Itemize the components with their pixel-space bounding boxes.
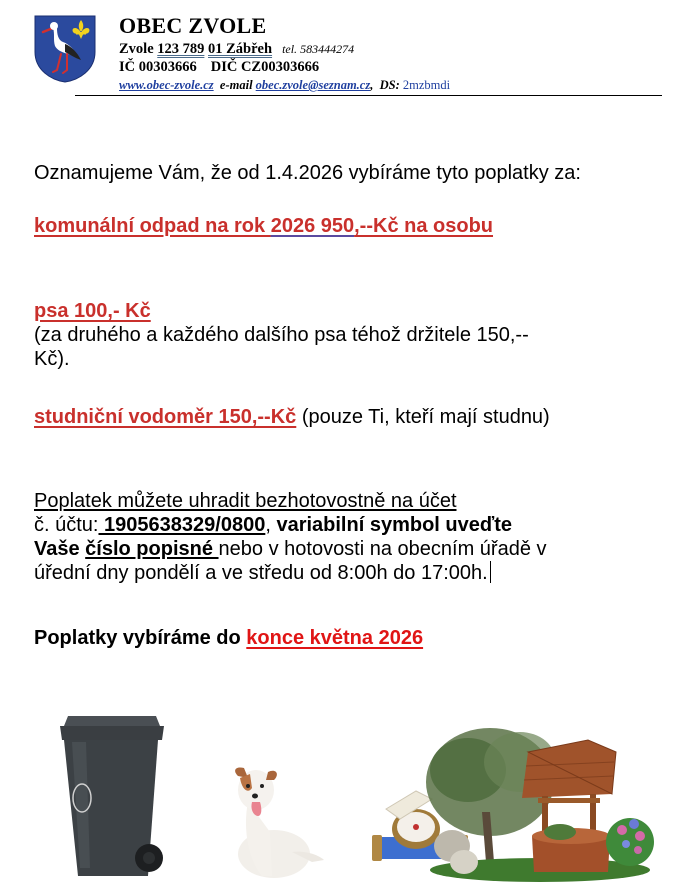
payment-line-3 xyxy=(34,537,547,561)
dial-icon xyxy=(413,824,419,830)
deadline-line xyxy=(34,626,423,650)
address-prefix: Zvole xyxy=(119,41,158,57)
office-hours-text: úřední dny pondělí a ve středu od 8:00h do 17:00h. xyxy=(34,562,488,584)
municipality-title: OBEC ZVOLE xyxy=(119,13,267,38)
website-link[interactable]: www.obec-zvole.cz xyxy=(119,78,214,92)
well-illustration xyxy=(420,712,660,882)
account-number: 1905638329/0800 xyxy=(98,514,266,536)
cash-payment-text: nebo v hotovosti na obecním úřadě v xyxy=(218,538,547,560)
fee-waste-unit: ,--Kč na osobu xyxy=(354,215,494,237)
fee-dog-label: psa 100,- Kč xyxy=(34,300,151,322)
deadline-date: konce května 2026 xyxy=(246,627,424,649)
ic-value: IČ 00303666 xyxy=(119,59,197,75)
fee-dog-note-1: (za druhého a každého dalšího psa téhož držitele 150,-- xyxy=(34,324,529,346)
address-number: 123 789 xyxy=(157,41,205,57)
house-number-text: číslo popisné xyxy=(85,538,219,560)
payment-intro: Poplatek můžete uhradit bezhotovostně na účet xyxy=(34,490,457,512)
tel-label: tel. xyxy=(282,42,298,56)
tel-value: 583444274 xyxy=(300,42,355,56)
separator: , xyxy=(265,514,277,536)
email-link[interactable]: obec.zvole@seznam.cz xyxy=(255,78,371,92)
ids-line xyxy=(119,59,319,76)
ds-label: DS: xyxy=(379,78,400,92)
fee-water-meter-label: studniční vodoměr 150,--Kč xyxy=(34,406,297,428)
address-line xyxy=(119,41,354,58)
variable-symbol-text: variabilní symbol uveďte xyxy=(276,514,513,536)
fee-water-meter-note: (pouze Ti, kteří mají studnu) xyxy=(296,406,550,428)
fee-waste-label: komunální odpad na rok xyxy=(34,215,271,237)
ds-value: 2mzbmdi xyxy=(402,78,451,92)
address-town: 01 Zábřeh xyxy=(208,41,273,57)
email-suffix: , xyxy=(370,78,374,92)
letterhead-divider xyxy=(75,95,662,96)
deadline-prefix: Poplatky vybíráme do xyxy=(34,627,247,649)
account-label: č. účtu: xyxy=(34,514,99,536)
your-text: Vaše xyxy=(34,538,86,560)
payment-line-2 xyxy=(34,513,512,537)
fee-water-meter xyxy=(34,405,550,429)
fee-dog xyxy=(34,299,151,323)
fee-waste xyxy=(34,214,493,238)
email-label: e-mail xyxy=(219,78,253,92)
text-cursor xyxy=(490,561,491,583)
intro-text: Oznamujeme Vám, že od 1.4.2026 vybíráme tyto poplatky za: xyxy=(34,162,581,184)
fee-waste-amount: 2026 950 xyxy=(270,215,355,237)
waste-bin-illustration xyxy=(52,708,172,883)
payment-line-1 xyxy=(34,489,457,513)
contact-line xyxy=(119,78,450,93)
payment-line-4 xyxy=(34,561,491,585)
coat-of-arms-logo xyxy=(33,14,97,84)
dog-illustration xyxy=(222,762,332,882)
dic-value: DIČ CZ00303666 xyxy=(210,59,320,75)
fee-dog-note-2: Kč). xyxy=(34,348,70,370)
